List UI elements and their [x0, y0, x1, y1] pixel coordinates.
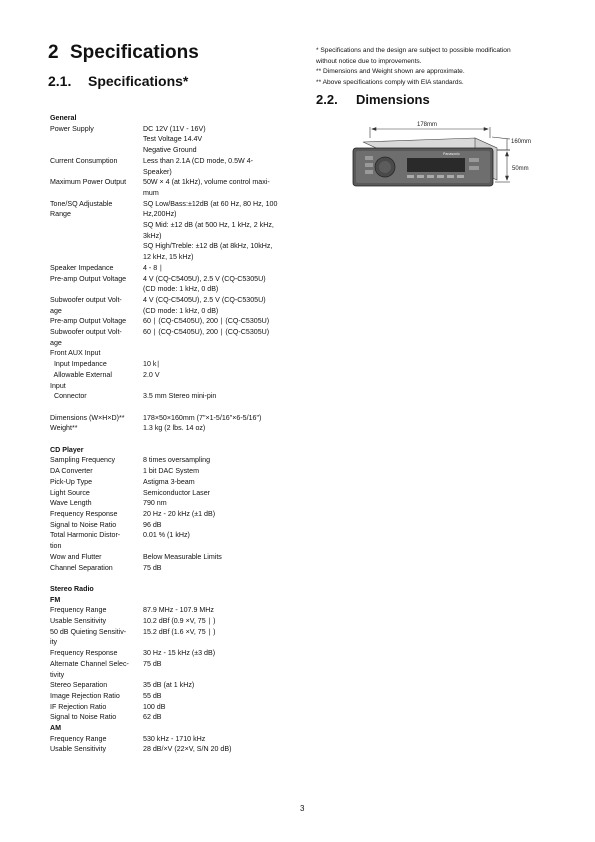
spec-label: Subwoofer output Volt-: [50, 328, 122, 337]
spec-label: Usable Sensitivity: [50, 617, 106, 625]
spec-value: 15.2 dBf (1.6 ×V, 75 ∣ ): [143, 627, 216, 636]
brand-logo: Panasonic: [443, 152, 460, 156]
subsection-number: 2.1.: [48, 73, 72, 89]
spec-label: Wave Length: [50, 499, 92, 508]
spec-label: tion: [50, 542, 62, 551]
spec-label: Total Harmonic Distor-: [50, 531, 121, 540]
spec-row: [50, 156, 300, 167]
spec-row: [50, 145, 300, 156]
spec-value: 3kHz): [143, 231, 162, 240]
spec-value: 20 Hz - 20 kHz (±1 dB): [143, 509, 216, 518]
spec-label: Image Rejection Ratio: [50, 691, 120, 700]
subsection-heading-dimensions: [316, 92, 430, 107]
spec-row: [50, 241, 300, 252]
spec-value: 75 dB: [143, 659, 162, 668]
spec-label: Pick-Up Type: [50, 477, 93, 486]
spec-row: [50, 466, 300, 477]
spec-label: Frequency Response: [50, 649, 118, 658]
spacer: [50, 402, 300, 413]
spec-row: [50, 338, 300, 349]
spec-label: Weight**: [50, 424, 78, 433]
spec-label: Alternate Channel Selec-: [50, 659, 129, 668]
spec-label: [50, 252, 143, 263]
specification-notes: [316, 46, 571, 88]
spec-value: [143, 338, 300, 349]
spec-value: Less than 2.1A (CD mode, 0.5W 4-: [143, 156, 254, 165]
spec-label: Stereo Separation: [50, 681, 108, 690]
spec-value: Below Measurable Limits: [143, 552, 222, 561]
spec-row: [50, 348, 300, 359]
spec-row: [50, 263, 300, 274]
spec-value: 3.5 mm Stereo mini-pin: [143, 392, 217, 401]
spec-row: [50, 563, 300, 574]
spec-value: [143, 637, 300, 648]
spec-value: [143, 381, 300, 392]
spec-label: Signal to Noise Ratio: [50, 713, 117, 722]
spec-label: Frequency Range: [50, 606, 107, 615]
spec-row: [50, 509, 300, 520]
spec-label: Signal to Noise Ratio: [50, 520, 117, 529]
spec-label: Sampling Frequency: [50, 456, 116, 465]
spec-value: 1 bit DAC System: [143, 467, 199, 476]
spec-label: Speaker Impedance: [50, 263, 114, 272]
spec-label: [50, 167, 143, 178]
subsection-number: 2.2.: [316, 92, 338, 107]
subsection-title: Specifications*: [88, 73, 189, 89]
spec-value: Semiconductor Laser: [143, 488, 211, 497]
spec-label: age: [50, 306, 62, 315]
spec-label: DA Converter: [50, 467, 93, 476]
spec-value: 10 k∣: [143, 360, 160, 369]
spec-row: [50, 702, 300, 713]
spec-row: [50, 648, 300, 659]
page-title: [48, 42, 199, 64]
height-label: 50mm: [512, 166, 529, 172]
spec-row: [50, 252, 300, 263]
spec-label: [50, 241, 143, 252]
spec-value: (CD mode: 1 kHz, 0 dB): [143, 306, 219, 315]
spec-value: mum: [143, 188, 159, 197]
spec-value: 35 dB (at 1 kHz): [143, 681, 195, 690]
spec-value: 60 ∣ (CQ-C5405U), 200 ∣ (CQ-C5305U): [143, 317, 270, 326]
spec-label: Subwoofer output Volt-: [50, 295, 122, 304]
spec-label: Maximum Power Output: [50, 178, 127, 187]
spec-label: ity: [50, 638, 58, 647]
spec-row: [50, 423, 300, 434]
spec-row: [50, 488, 300, 499]
spec-section-heading: General: [50, 114, 77, 122]
spec-row: [50, 734, 300, 745]
spec-label: Tone/SQ Adjustable: [50, 199, 113, 208]
spec-value: 100 dB: [143, 702, 166, 711]
spec-row: [50, 274, 300, 285]
spec-row: [50, 455, 300, 466]
spec-row: [50, 167, 300, 178]
spec-section-heading: FM: [50, 595, 61, 604]
section-number: 2: [48, 42, 59, 63]
spec-row: [50, 316, 300, 327]
note-line: ** Dimensions and Weight shown are approximate.: [316, 68, 465, 75]
spec-row: [50, 627, 300, 638]
spec-label: [50, 220, 143, 231]
spec-value: 0.01 % (1 kHz): [143, 531, 190, 540]
spec-label: [50, 134, 143, 145]
spec-value: 8 times oversampling: [143, 456, 211, 465]
spec-value: 10.2 dBf (0.9 ×V, 75 ∣ ): [143, 617, 216, 625]
spec-row: [50, 306, 300, 317]
spec-label: Front AUX Input: [50, 349, 101, 358]
spec-label: Pre-amp Output Voltage: [50, 317, 127, 326]
spec-value: DC 12V (11V - 16V): [143, 124, 206, 133]
spec-value: 2.0 V: [143, 370, 160, 379]
spec-label: Pre-amp Output Voltage: [50, 274, 127, 283]
spec-row: [50, 381, 300, 392]
spec-row: [50, 209, 300, 220]
spec-row: [50, 552, 300, 563]
spec-value: 55 dB: [143, 691, 162, 700]
spec-label: Allowable External: [50, 370, 112, 379]
spec-row: [50, 691, 300, 702]
spec-value: 96 dB: [143, 520, 162, 529]
spacer: [50, 434, 300, 445]
spec-row: [50, 231, 300, 242]
spec-value: Negative Ground: [143, 146, 197, 155]
spec-label: [50, 231, 143, 242]
spec-label: Frequency Range: [50, 734, 107, 743]
spec-value: SQ Mid: ±12 dB (at 500 Hz, 1 kHz, 2 kHz,: [143, 221, 274, 230]
section-title: Specifications: [70, 42, 199, 63]
note-line: without notice due to improvements.: [316, 57, 422, 65]
spec-value: [143, 670, 300, 681]
spec-value: 62 dB: [143, 713, 162, 722]
width-label: 178mm: [417, 122, 438, 128]
spec-value: 530 kHz - 1710 kHz: [143, 734, 206, 743]
spec-label: Range: [50, 210, 71, 219]
page-number: 3: [300, 804, 305, 813]
spec-label: 50 dB Quieting Sensitiv-: [50, 627, 127, 636]
spec-label: Channel Separation: [50, 563, 113, 572]
spec-label: Light Source: [50, 488, 90, 497]
spec-row: [50, 520, 300, 531]
specifications-table: [50, 113, 300, 755]
spec-label: IF Rejection Ratio: [50, 702, 107, 711]
spec-row: [50, 134, 300, 145]
spec-row: [50, 391, 300, 402]
spec-row: [50, 327, 300, 338]
spec-value: 4 V (CQ-C5405U), 2.5 V (CQ-C5305U): [143, 274, 266, 283]
spec-row: [50, 712, 300, 723]
spec-value: 1.3 kg (2 lbs. 14 oz): [143, 424, 206, 433]
spec-row: [50, 744, 300, 755]
spec-label: [50, 188, 143, 199]
spec-value: Speaker): [143, 167, 172, 176]
spec-row: [50, 541, 300, 552]
spec-row: [50, 188, 300, 199]
spec-value: 30 Hz - 15 kHz (±3 dB): [143, 649, 216, 658]
spec-row: [50, 199, 300, 210]
spec-value: 50W × 4 (at 1kHz), volume control maxi-: [143, 178, 270, 187]
spec-label: [50, 284, 143, 295]
spec-value: 178×50×160mm (7"×1-5/16"×6-5/16"): [143, 413, 262, 422]
spec-row: [50, 359, 300, 370]
spacer: [50, 573, 300, 584]
spec-row: [50, 530, 300, 541]
spec-label: age: [50, 338, 62, 347]
spec-value: 60 ∣ (CQ-C5405U), 200 ∣ (CQ-C5305U): [143, 328, 270, 337]
spec-section-heading: Stereo Radio: [50, 584, 94, 593]
spec-value: 87.9 MHz - 107.9 MHz: [143, 606, 214, 615]
spec-row: [50, 616, 300, 627]
spec-value: 4 V (CQ-C5405U), 2.5 V (CQ-C5305U): [143, 295, 266, 304]
dimensions-diagram: [345, 118, 545, 202]
depth-label: 160mm: [511, 139, 532, 145]
spec-section-heading: CD Player: [50, 445, 84, 454]
spec-label: Input Impedance: [50, 360, 107, 369]
spec-label: Connector: [50, 392, 87, 401]
spec-value: 12 kHz, 15 kHz): [143, 253, 194, 262]
spec-label: Usable Sensitivity: [50, 745, 106, 754]
spec-value: Astigma 3-beam: [143, 477, 195, 486]
spec-label: Current Consumption: [50, 156, 118, 165]
spec-value: 4 - 8 ∣: [143, 263, 163, 272]
spec-value: [143, 348, 300, 359]
spec-section-heading: AM: [50, 724, 62, 733]
spec-value: SQ High/Treble: ±12 dB (at 8kHz, 10kHz,: [143, 242, 273, 251]
spec-label: tivity: [50, 670, 65, 679]
spec-row: [50, 370, 300, 381]
spec-row: [50, 637, 300, 648]
spec-value: Hz,200Hz): [143, 210, 177, 219]
subsection-title: Dimensions: [356, 92, 430, 107]
spec-value: SQ Low/Bass:±12dB (at 60 Hz, 80 Hz, 100: [143, 199, 278, 208]
spec-value: (CD mode: 1 kHz, 0 dB): [143, 285, 219, 294]
note-line: ** Above specifications comply with EIA standards.: [316, 78, 464, 86]
spec-row: [50, 220, 300, 231]
spec-label: Dimensions (W×H×D)**: [50, 413, 125, 422]
spec-value: 790 nm: [143, 499, 167, 508]
display-window: [407, 158, 465, 172]
spec-label: Wow and Flutter: [50, 552, 102, 561]
spec-row: [50, 295, 300, 306]
spec-value: Test Voltage 14.4V: [143, 135, 203, 144]
spec-value: [143, 541, 300, 552]
spec-label: Input: [50, 381, 66, 390]
spec-value: 28 dB/×V (22×V, S/N 20 dB): [143, 745, 232, 754]
spec-value: 75 dB: [143, 563, 162, 572]
spec-label: Power Supply: [50, 124, 94, 133]
spec-row: [50, 124, 300, 135]
spec-row: [50, 284, 300, 295]
spec-row: [50, 413, 300, 424]
note-line: * Specifications and the design are subject to possible modification: [316, 47, 511, 54]
spec-row: [50, 498, 300, 509]
spec-row: [50, 680, 300, 691]
spec-label: [50, 145, 143, 156]
spec-row: [50, 177, 300, 188]
spec-row: [50, 670, 300, 681]
subsection-heading-specifications: [48, 73, 188, 89]
spec-label: Frequency Response: [50, 509, 118, 518]
spec-row: [50, 477, 300, 488]
spec-row: [50, 659, 300, 670]
spec-row: [50, 605, 300, 616]
